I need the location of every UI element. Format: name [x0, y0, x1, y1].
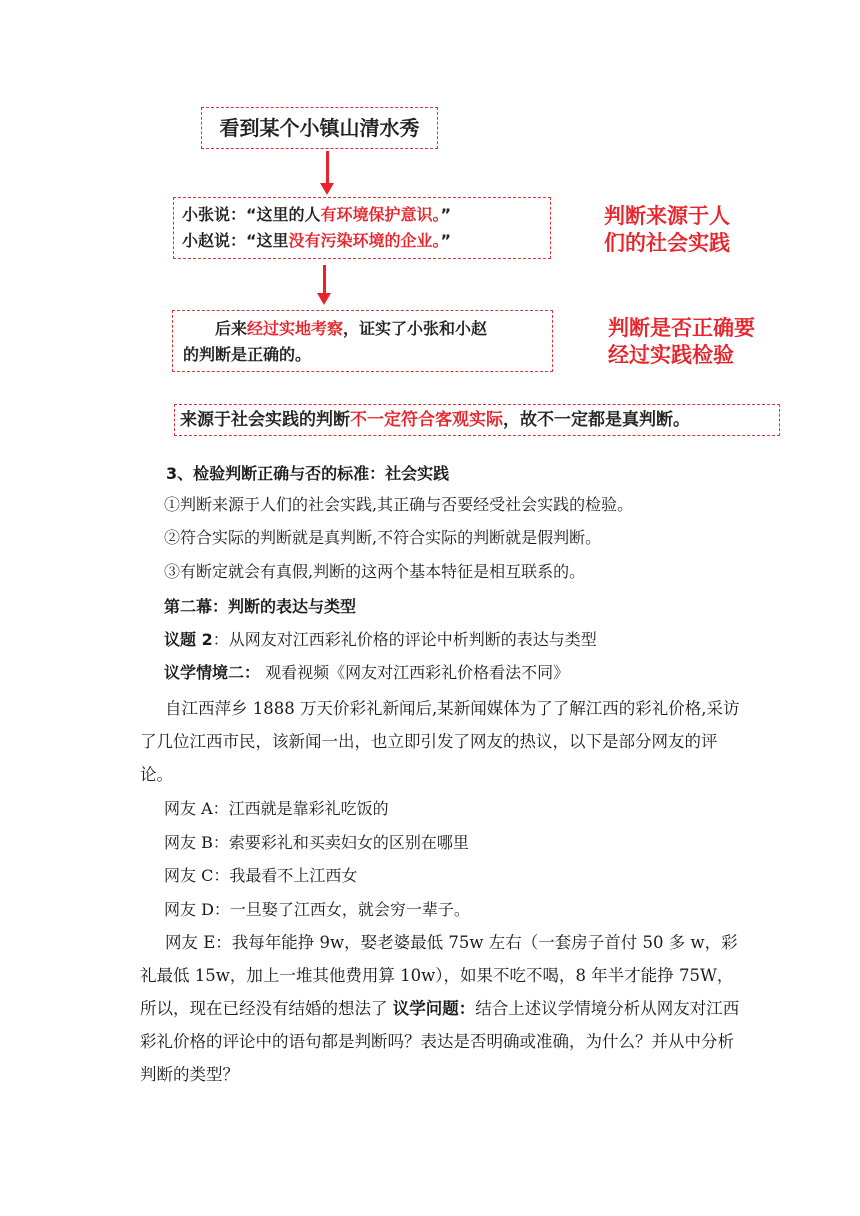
comment-e-and-question: 网友 E：我每年能挣 9w，娶老婆最低 75w 左右（一套房子首付 50 多 w，彩礼最低 15w，加上一堆其他费用算 10w），如果不吃不喝，8 年半才能挣 75W，所以，现在已经没有结婚的想法了 议学问题：结合上述议学情境分析从网友对江西彩礼价格的评论中的语句都是判断吗？表达是否明确或准确，为什么？并从中分析判断的类型？: [140, 933, 740, 1084]
down-arrow-icon: [326, 151, 329, 185]
topic-line: 议题 2：从网友对江西彩礼价格的评论中析判断的表达与类型: [164, 630, 597, 649]
question-label: 议学问题：: [392, 999, 476, 1018]
comment-c: 网友 C：我最看不上江西女: [164, 866, 358, 885]
statements-box: [173, 197, 551, 259]
point-2: ②符合实际的判断就是真判断,不符合实际的判断就是假判断。: [164, 528, 602, 547]
point-3: ③有断定就会有真假,判断的这两个基本特征是相互联系的。: [164, 562, 586, 581]
source-note: 判断来源于人 们的社会实践: [604, 204, 730, 255]
observation-text: 看到某个小镇山清水秀: [219, 116, 420, 140]
down-arrow-icon: [323, 265, 326, 295]
verification-box: [172, 310, 553, 372]
section-heading: 3、检验判断正确与否的标准：社会实践: [166, 464, 450, 483]
question-text: 结合上述议学情境分析从网友对江西彩礼价格的评论中的语句都是判断吗？表达是否明确或准确，为什么？并从中分析判断的类型？: [140, 999, 740, 1084]
zhang-statement: 小张说：“这里的人有环境保护意识。”: [182, 205, 452, 224]
comment-a: 网友 A：江西就是靠彩礼吃饭的: [164, 799, 389, 818]
comment-b: 网友 B：索要彩礼和买卖妇女的区别在哪里: [164, 833, 469, 852]
context-line: 议学情境二： 观看视频《网友对江西彩礼价格看法不同》: [164, 663, 570, 682]
practice-note: 判断是否正确要 经过实践检验: [608, 316, 755, 367]
news-paragraph: 自江西萍乡 1888 万天价彩礼新闻后,某新闻媒体为了了解江西的彩礼价格,采访了几位江西市民，该新闻一出，也立即引发了网友的热议，以下是部分网友的评论。: [140, 699, 740, 784]
act-heading: 第二幕：判断的表达与类型: [164, 597, 357, 616]
verification-line1: 后来经过实地考察，证实了小张和小赵: [215, 319, 488, 338]
point-1: ①判断来源于人们的社会实践,其正确与否要经受社会实践的检验。: [164, 495, 634, 514]
observation-box: [201, 107, 438, 149]
comment-d: 网友 D：一旦娶了江西女，就会穷一辈子。: [164, 900, 470, 919]
conclusion-box: 来源于社会实践的判断不一定符合客观实际，故不一定都是真判断。: [174, 404, 780, 436]
zhao-statement: 小赵说：“这里没有污染环境的企业。”: [182, 231, 452, 250]
verification-line2: 的判断是正确的。: [183, 345, 312, 364]
